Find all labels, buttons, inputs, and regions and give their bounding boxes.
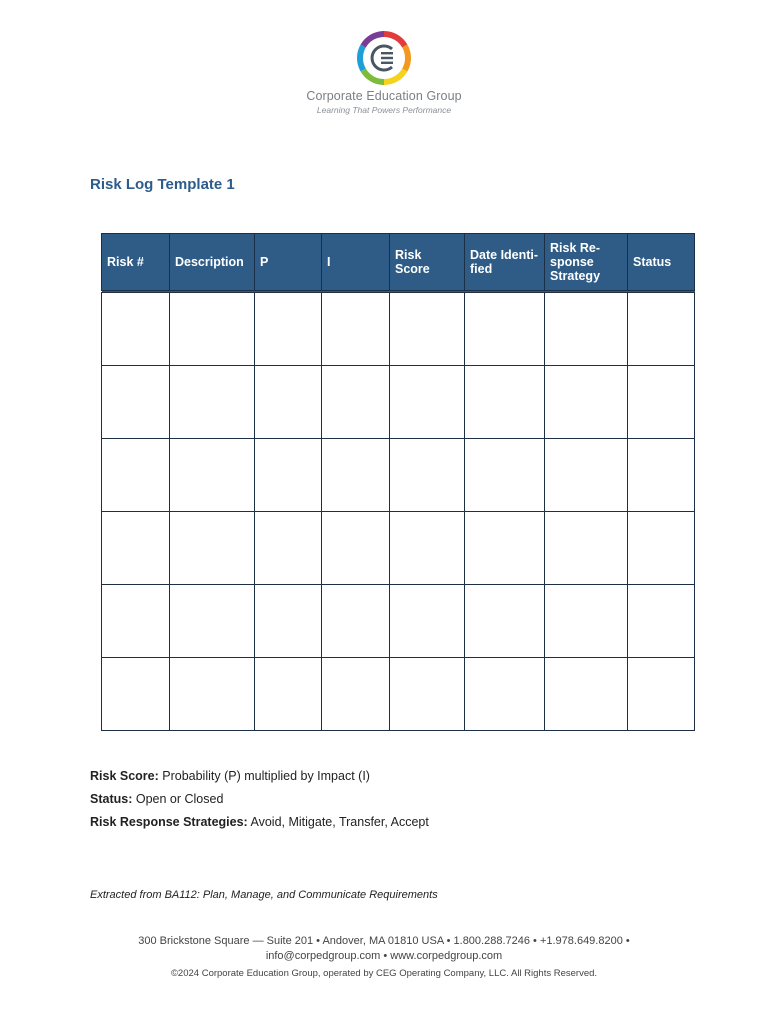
table-row	[102, 658, 695, 731]
note-label: Status:	[90, 792, 133, 806]
header-status: Status	[628, 234, 695, 292]
table-cell[interactable]	[255, 439, 322, 512]
table-cell[interactable]	[628, 658, 695, 731]
header-risk-number: Risk #	[102, 234, 170, 292]
table-cell[interactable]	[390, 658, 465, 731]
table-cell[interactable]	[465, 585, 545, 658]
table-cell[interactable]	[545, 366, 628, 439]
header-date-identified: Date Identi- fied	[465, 234, 545, 292]
header-risk-response-strategy: Risk Re- sponse Strategy	[545, 234, 628, 292]
table-cell[interactable]	[390, 439, 465, 512]
footer-copyright: ©2024 Corporate Education Group, operated by CEG Operating Company, LLC. All Rights Reserved.	[170, 968, 598, 979]
header-probability: P	[255, 234, 322, 292]
note-status	[90, 788, 429, 811]
footer-address-line: 300 Brickstone Square — Suite 201 • Andover, MA 01810 USA • 1.800.288.7246 • +1.978.649.8200 •	[138, 935, 630, 947]
table-cell[interactable]	[170, 512, 255, 585]
table-body	[102, 292, 695, 731]
risk-log-table	[101, 233, 695, 731]
table-cell[interactable]	[545, 292, 628, 366]
company-logo	[304, 30, 464, 124]
table-cell[interactable]	[545, 585, 628, 658]
table-cell[interactable]	[545, 439, 628, 512]
note-label: Risk Score:	[90, 769, 159, 783]
table-cell[interactable]	[628, 585, 695, 658]
table-cell[interactable]	[322, 585, 390, 658]
header-risk-score: Risk Score	[390, 234, 465, 292]
table-cell[interactable]	[465, 658, 545, 731]
table-cell[interactable]	[465, 512, 545, 585]
table-cell[interactable]	[322, 512, 390, 585]
table-cell[interactable]	[102, 439, 170, 512]
note-text: Probability (P) multiplied by Impact (I)	[158, 769, 370, 783]
note-risk-response-strategies	[90, 811, 429, 834]
table-cell[interactable]	[322, 366, 390, 439]
table-cell[interactable]	[170, 658, 255, 731]
table-cell[interactable]	[102, 585, 170, 658]
legend-notes	[90, 765, 429, 834]
table-cell[interactable]	[102, 292, 170, 366]
table-row	[102, 439, 695, 512]
source-note: Extracted from BA112: Plan, Manage, and Communicate Requirements	[90, 889, 438, 901]
table-cell[interactable]	[465, 439, 545, 512]
table-row	[102, 292, 695, 366]
footer-address	[0, 934, 768, 964]
table-cell[interactable]	[545, 658, 628, 731]
table-cell[interactable]	[628, 512, 695, 585]
table-cell[interactable]	[322, 658, 390, 731]
table-cell[interactable]	[390, 585, 465, 658]
table-cell[interactable]	[102, 366, 170, 439]
header-impact: I	[322, 234, 390, 292]
table-cell[interactable]	[255, 512, 322, 585]
table-cell[interactable]	[628, 292, 695, 366]
note-risk-score	[90, 765, 429, 788]
table-cell[interactable]	[322, 439, 390, 512]
table-cell[interactable]	[102, 512, 170, 585]
logo-company-name: Corporate Education Group	[306, 89, 462, 103]
note-label: Risk Response Strategies:	[90, 815, 248, 829]
note-text: Avoid, Mitigate, Transfer, Accept	[247, 815, 429, 829]
footer-contact-line: info@corpedgroup.com • www.corpedgroup.com	[265, 950, 503, 962]
table-cell[interactable]	[170, 439, 255, 512]
table-header-row	[102, 234, 695, 292]
table-cell[interactable]	[102, 658, 170, 731]
table-cell[interactable]	[465, 292, 545, 366]
logo-tagline: Learning That Powers Performance	[316, 105, 452, 115]
table-cell[interactable]	[255, 585, 322, 658]
table-cell[interactable]	[170, 366, 255, 439]
table-cell[interactable]	[390, 366, 465, 439]
ceg-logo-icon	[356, 30, 412, 86]
table-row	[102, 585, 695, 658]
document-title: Risk Log Template 1	[90, 176, 235, 193]
table-cell[interactable]	[465, 366, 545, 439]
table-row	[102, 512, 695, 585]
table-cell[interactable]	[322, 292, 390, 366]
table-cell[interactable]	[545, 512, 628, 585]
table-cell[interactable]	[390, 292, 465, 366]
table-row	[102, 366, 695, 439]
table-cell[interactable]	[390, 512, 465, 585]
table-cell[interactable]	[628, 439, 695, 512]
table-cell[interactable]	[255, 292, 322, 366]
table-cell[interactable]	[255, 658, 322, 731]
header-description: Description	[170, 234, 255, 292]
note-text: Open or Closed	[132, 792, 224, 806]
table-cell[interactable]	[255, 366, 322, 439]
table-cell[interactable]	[170, 585, 255, 658]
table-cell[interactable]	[628, 366, 695, 439]
table-cell[interactable]	[170, 292, 255, 366]
